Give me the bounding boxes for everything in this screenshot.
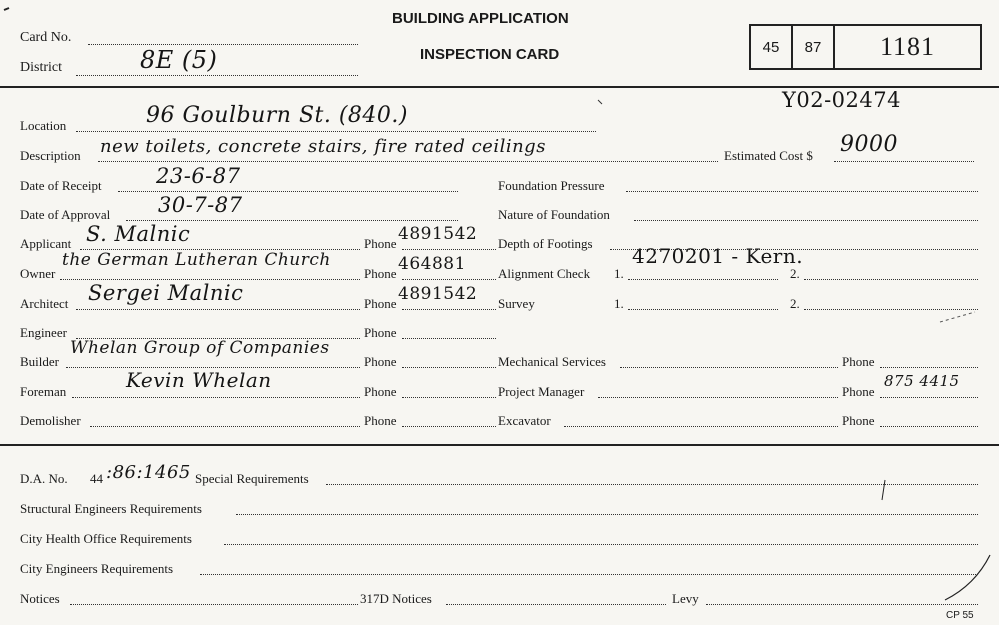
card-number-cell-3: 1181	[879, 32, 936, 61]
form-code: CP 55	[946, 610, 974, 621]
form-title-line1: BUILDING APPLICATION	[392, 10, 569, 27]
reference-number: Y02-02474	[782, 88, 901, 112]
builder-label: Builder	[20, 354, 59, 369]
architect-label: Architect	[20, 296, 69, 311]
project-manager-label: Project Manager	[498, 384, 585, 399]
excavator-label: Excavator	[498, 413, 551, 428]
levy-label: Levy	[672, 591, 699, 606]
notices-label: Notices	[20, 591, 60, 606]
architect-phone-value: 4891542	[398, 284, 478, 304]
structural-requirements-label: Structural Engineers Requirements	[20, 501, 202, 516]
city-engineers-requirements-label: City Engineers Requirements	[20, 561, 174, 576]
demolisher-phone-label: Phone	[364, 413, 397, 428]
foreman-phone-label: Phone	[364, 384, 397, 399]
card-no-label: Card No.	[20, 30, 72, 45]
architect-value: Sergei Malnic	[88, 281, 244, 305]
mechanical-services-label: Mechanical Services	[498, 354, 606, 369]
special-requirements-label: Special Requirements	[195, 471, 309, 486]
form-title-line2: INSPECTION CARD	[420, 46, 560, 63]
district-label: District	[20, 60, 62, 75]
nature-foundation-label: Nature of Foundation	[498, 207, 610, 222]
date-receipt-value: 23-6-87	[156, 164, 241, 188]
alignment-num-1: 1.	[614, 266, 624, 281]
location-label: Location	[20, 118, 67, 133]
card-number-cell-1: 45	[751, 26, 793, 68]
survey-num-2: 2.	[790, 296, 800, 311]
alignment-value: 4270201 - Kern.	[632, 244, 804, 268]
applicant-label: Applicant	[20, 236, 72, 251]
da-no-prefix: 44	[90, 471, 103, 486]
architect-phone-label: Phone	[364, 296, 397, 311]
builder-phone-label: Phone	[364, 354, 397, 369]
foundation-pressure-label: Foundation Pressure	[498, 178, 605, 193]
notices-317d-label: 317D Notices	[360, 591, 432, 606]
project-manager-phone-value: 875 4415	[884, 372, 960, 390]
description-label: Description	[20, 148, 81, 163]
engineer-label: Engineer	[20, 325, 67, 340]
da-no-label: D.A. No.	[20, 471, 68, 486]
survey-label: Survey	[498, 296, 535, 311]
owner-phone-value: 464881	[398, 254, 466, 274]
district-value: 8E (5)	[140, 46, 218, 74]
applicant-phone-label: Phone	[364, 236, 397, 251]
estimated-cost-value: 9000	[840, 132, 898, 157]
location-value: 96 Goulburn St. (840.)	[146, 103, 408, 128]
builder-value: Whelan Group of Companies	[70, 338, 330, 358]
project-manager-phone-label: Phone	[842, 384, 875, 399]
mechanical-phone-label: Phone	[842, 354, 875, 369]
card-number-cell-2: 87	[793, 26, 835, 68]
owner-label: Owner	[20, 266, 56, 281]
applicant-phone-value: 4891542	[398, 224, 478, 244]
excavator-phone-label: Phone	[842, 413, 875, 428]
da-no-value: :86:1465	[106, 462, 191, 483]
foreman-label: Foreman	[20, 384, 67, 399]
depth-footings-label: Depth of Footings	[498, 236, 593, 251]
foreman-value: Kevin Whelan	[126, 368, 272, 392]
owner-phone-label: Phone	[364, 266, 397, 281]
demolisher-label: Demolisher	[20, 413, 81, 428]
health-requirements-label: City Health Office Requirements	[20, 531, 192, 546]
estimated-cost-label: Estimated Cost $	[724, 148, 813, 163]
alignment-num-2: 2.	[790, 266, 800, 281]
engineer-phone-label: Phone	[364, 325, 397, 340]
date-approval-value: 30-7-87	[158, 193, 243, 217]
date-approval-label: Date of Approval	[20, 207, 111, 222]
applicant-value: S. Malnic	[86, 222, 191, 246]
date-receipt-label: Date of Receipt	[20, 178, 102, 193]
description-value: new toilets, concrete stairs, fire rated ceilings	[100, 136, 546, 157]
owner-value: the German Lutheran Church	[62, 250, 331, 270]
survey-num-1: 1.	[614, 296, 624, 311]
alignment-check-label: Alignment Check	[498, 266, 591, 281]
